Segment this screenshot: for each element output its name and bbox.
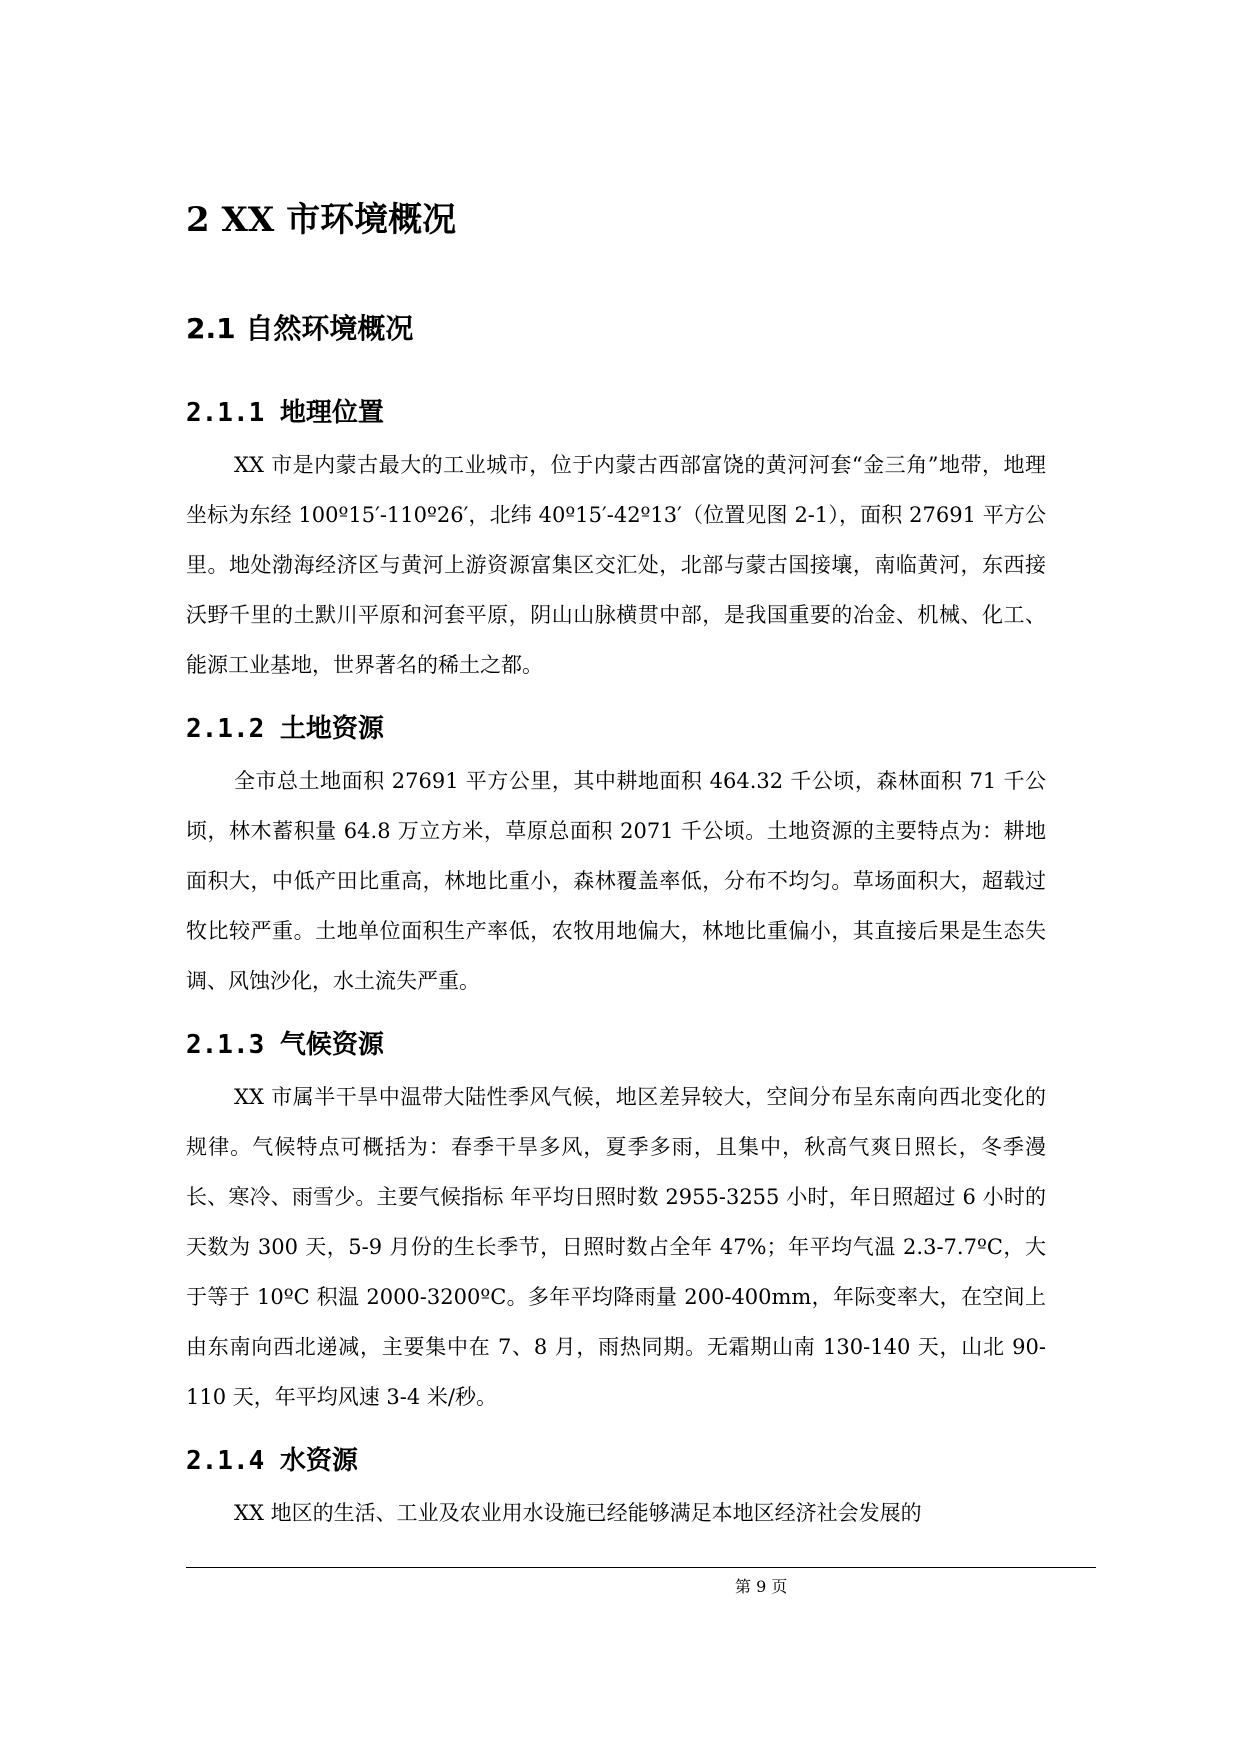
- subsection-title-climate: 2.1.3 气候资源: [186, 1030, 384, 1060]
- paragraph-water: XX 地区的生活、工业及农业用水设施已经能够满足本地区经济社会发展的: [234, 1501, 922, 1525]
- section-title: 2.1 自然环境概况: [186, 312, 414, 345]
- page-number: 第 9 页: [735, 1577, 788, 1596]
- footer-divider: [186, 1567, 1096, 1568]
- subsection-title-geography: 2.1.1 地理位置: [186, 398, 384, 428]
- chapter-title: 2 XX 市环境概况: [186, 200, 457, 240]
- paragraph-land: 全市总土地面积 27691 平方公里，其中耕地面积 464.32 千公顷，森林面积 71 千公顷，林木蓄积量 64.8 万立方米，草原总面积 2071 千公顷。土地资源的主要特点为：耕地面积大，中低产田比重高，林地比重小，森林覆盖率低，分布不均匀。草场面积大，超载过牧比较严重。土地单位面积生产率低，农牧用地偏大，林地比重偏小，其直接后果是生态失调、风蚀沙化，水土流失严重。: [186, 769, 1046, 993]
- paragraph-geography: XX 市是内蒙古最大的工业城市，位于内蒙古西部富饶的黄河河套“金三角”地带，地理坐标为东经 100º15′-110º26′，北纬 40º15′-42º13′（位置见图 2-1），面积 27691 平方公里。地处渤海经济区与黄河上游资源富集区交汇处，北部与蒙古国接壤，南临黄河，东西接沃野千里的土默川平原和河套平原，阴山山脉横贯中部，是我国重要的冶金、机械、化工、能源工业基地，世界著名的稀土之都。: [186, 453, 1046, 677]
- subsection-title-water: 2.1.4 水资源: [186, 1446, 358, 1476]
- subsection-title-land: 2.1.2 土地资源: [186, 714, 384, 744]
- paragraph-climate: XX 市属半干旱中温带大陆性季风气候，地区差异较大，空间分布呈东南向西北变化的规律。气候特点可概括为：春季干旱多风，夏季多雨，且集中，秋高气爽日照长，冬季漫长、寒冷、雨雪少。主要气候指标 年平均日照时数 2955-3255 小时，年日照超过 6 小时的天数为 300 天，5-9 月份的生长季节，日照时数占全年 47%；年平均气温 2.3-7.7ºC，大于等于 10ºC 积温 2000-3200ºC。多年平均降雨量 200-400mm，年际变率大，在空间上由东南向西北递减，主要集中在 7、8 月，雨热同期。无霜期山南 130-140 天，山北 90-110 天，年平均风速 3-4 米/秒。: [186, 1085, 1046, 1409]
